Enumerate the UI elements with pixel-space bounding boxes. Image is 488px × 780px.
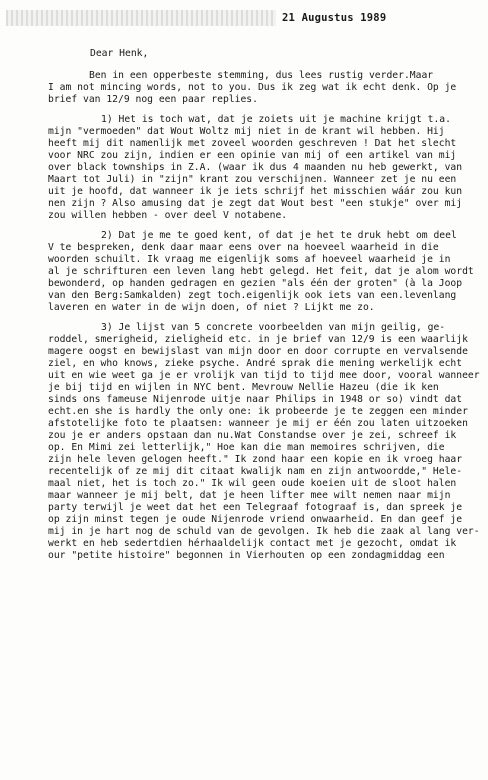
body-line: I am not mincing words, not to you. Dus ik zeg wat ik echt denk. Op je — [48, 82, 457, 93]
body-line: op zijn minst tegen je oude Nijenrode vriend onwaarheid. En dan geef je — [48, 514, 463, 525]
body-line: woorden schuilt. Ik vraag me eigenlijk soms af hoeveel waarheid je in — [48, 254, 451, 265]
body-line: afstotelijke foto te plaatsen: wanneer je mij er één zou laten uitzoeken — [48, 418, 468, 429]
body-line: zijn hele leven gelogen heeft." Ik zond haar een kopie en ik vroeg haar — [48, 454, 463, 465]
body-line: echt.en she is hardly the only one: ik probeerde je te zeggen een minder — [48, 406, 468, 417]
body-line: je bij tijd en wijlen in NYC bent. Mevrouw Nellie Hazeu (die ik ken — [48, 382, 439, 393]
body-line: nen zijn ? Also amusing dat je zegt dat Wout best "een stukje" over mij — [48, 198, 463, 209]
body-line: brief van 12/9 nog een paar replies. — [48, 94, 258, 105]
body-line: mij in je hart nog de schuld van de gevolgen. Ik heb die zaak al lang ver- — [48, 526, 480, 537]
body-line: 3) Je lijst van 5 concrete voorbeelden van mijn geilig, ge- — [101, 322, 446, 333]
body-line: uit je hoofd, dat wanneer ik je iets schrijf het misschien wáár zou kun — [48, 186, 463, 197]
body-line: mijn "vermoeden" dat Wout Woltz mij niet in de krant wil hebben. Hij — [48, 126, 445, 137]
body-line: over black townships in Z.A. (waar ik dus 4 maanden nu heb gewerkt, van — [48, 162, 463, 173]
body-line: recentelijk of ze mij dit citaat kwalijk nam en zijn antwoordde," Hele- — [48, 466, 463, 477]
body-line: laveren en water in de wijn doen, of niet ? Lijkt me zo. — [48, 302, 375, 313]
body-line: magere oogst en bewijslast van mijn door en door corrupte en vervalsende — [48, 346, 468, 357]
body-line: 1) Het is toch wat, dat je zoiets uit je machine krijgt t.a. — [101, 114, 451, 125]
body-line: al je schrifturen een leven lang hebt gelegd. Het feit, dat je alom wordt — [48, 266, 474, 277]
body-line: party terwijl je weet dat het een Telegraaf fotograaf is, dan spreek je — [48, 502, 463, 513]
body-line: werkt en heb sedertdien hérhaaldelijk contact met je gezocht, omdat ik — [48, 538, 457, 549]
body-line: Ben in een opperbeste stemming, dus lees rustig verder.Maar — [89, 70, 434, 81]
body-line: roddel, smerigheid, zieligheid etc. in je brief van 12/9 is een waarlijk — [48, 334, 468, 345]
body-line: heeft mij dit namenlijk met zoveel woorden geschreven ! Dat het slecht — [48, 138, 457, 149]
body-line: sinds ons fameuse Nijenrode uitje naar Philips in 1948 or so) vindt dat — [48, 394, 463, 405]
salutation: Dear Henk, — [90, 48, 149, 59]
body-line: uit en wie weet ga je er vrolijk van tijd to tijd mee door, vooral wanneer — [48, 370, 480, 381]
body-line: zou willen hebben - over deel V notabene. — [48, 210, 288, 221]
body-line: maar wanneer je mij belt, dat je heen lifter mee wilt nemen naar mijn — [48, 490, 451, 501]
body-line: V te bespreken, denk daar maar eens over na hoeveel waarheid in die — [48, 242, 439, 253]
body-line: bewonderd, op handen gedragen en gezien "als één der groten" (à la Joop — [48, 278, 463, 289]
letter-date: 21 Augustus 1989 — [282, 12, 387, 24]
body-line: 2) Dat je me te goed kent, of dat je het te druk hebt om deel — [101, 230, 457, 241]
body-line: van den Berg:Samkalden) zegt toch.eigenlijk ook iets van een.levenlang — [48, 290, 457, 301]
body-line: our "petite histoire" begonnen in Vierhouten op een zondagmiddag een — [48, 550, 445, 561]
smudged-header-stamp — [6, 10, 276, 26]
body-line: zou je er anders opstaan dan nu.Wat Constandse over je zei, schreef ik — [48, 430, 457, 441]
body-line: ziel, en who knows, zieke psyche. André sprak die mening werkelijk echt — [48, 358, 463, 369]
body-line: op. En Mimi zei letterlijk," Hoe kan die man memoires schrijven, die — [48, 442, 445, 453]
body-line: voor NRC zou zijn, indien er een opinie van mij of een artikel van mij — [48, 150, 457, 161]
body-line: maal niet, het is toch zo." Ik wil geen oude koeien uit de sloot halen — [48, 478, 457, 489]
body-line: Maart tot Juli) in "zijn" krant zou verschijnen. Wanneer zet je nu een — [48, 174, 457, 185]
